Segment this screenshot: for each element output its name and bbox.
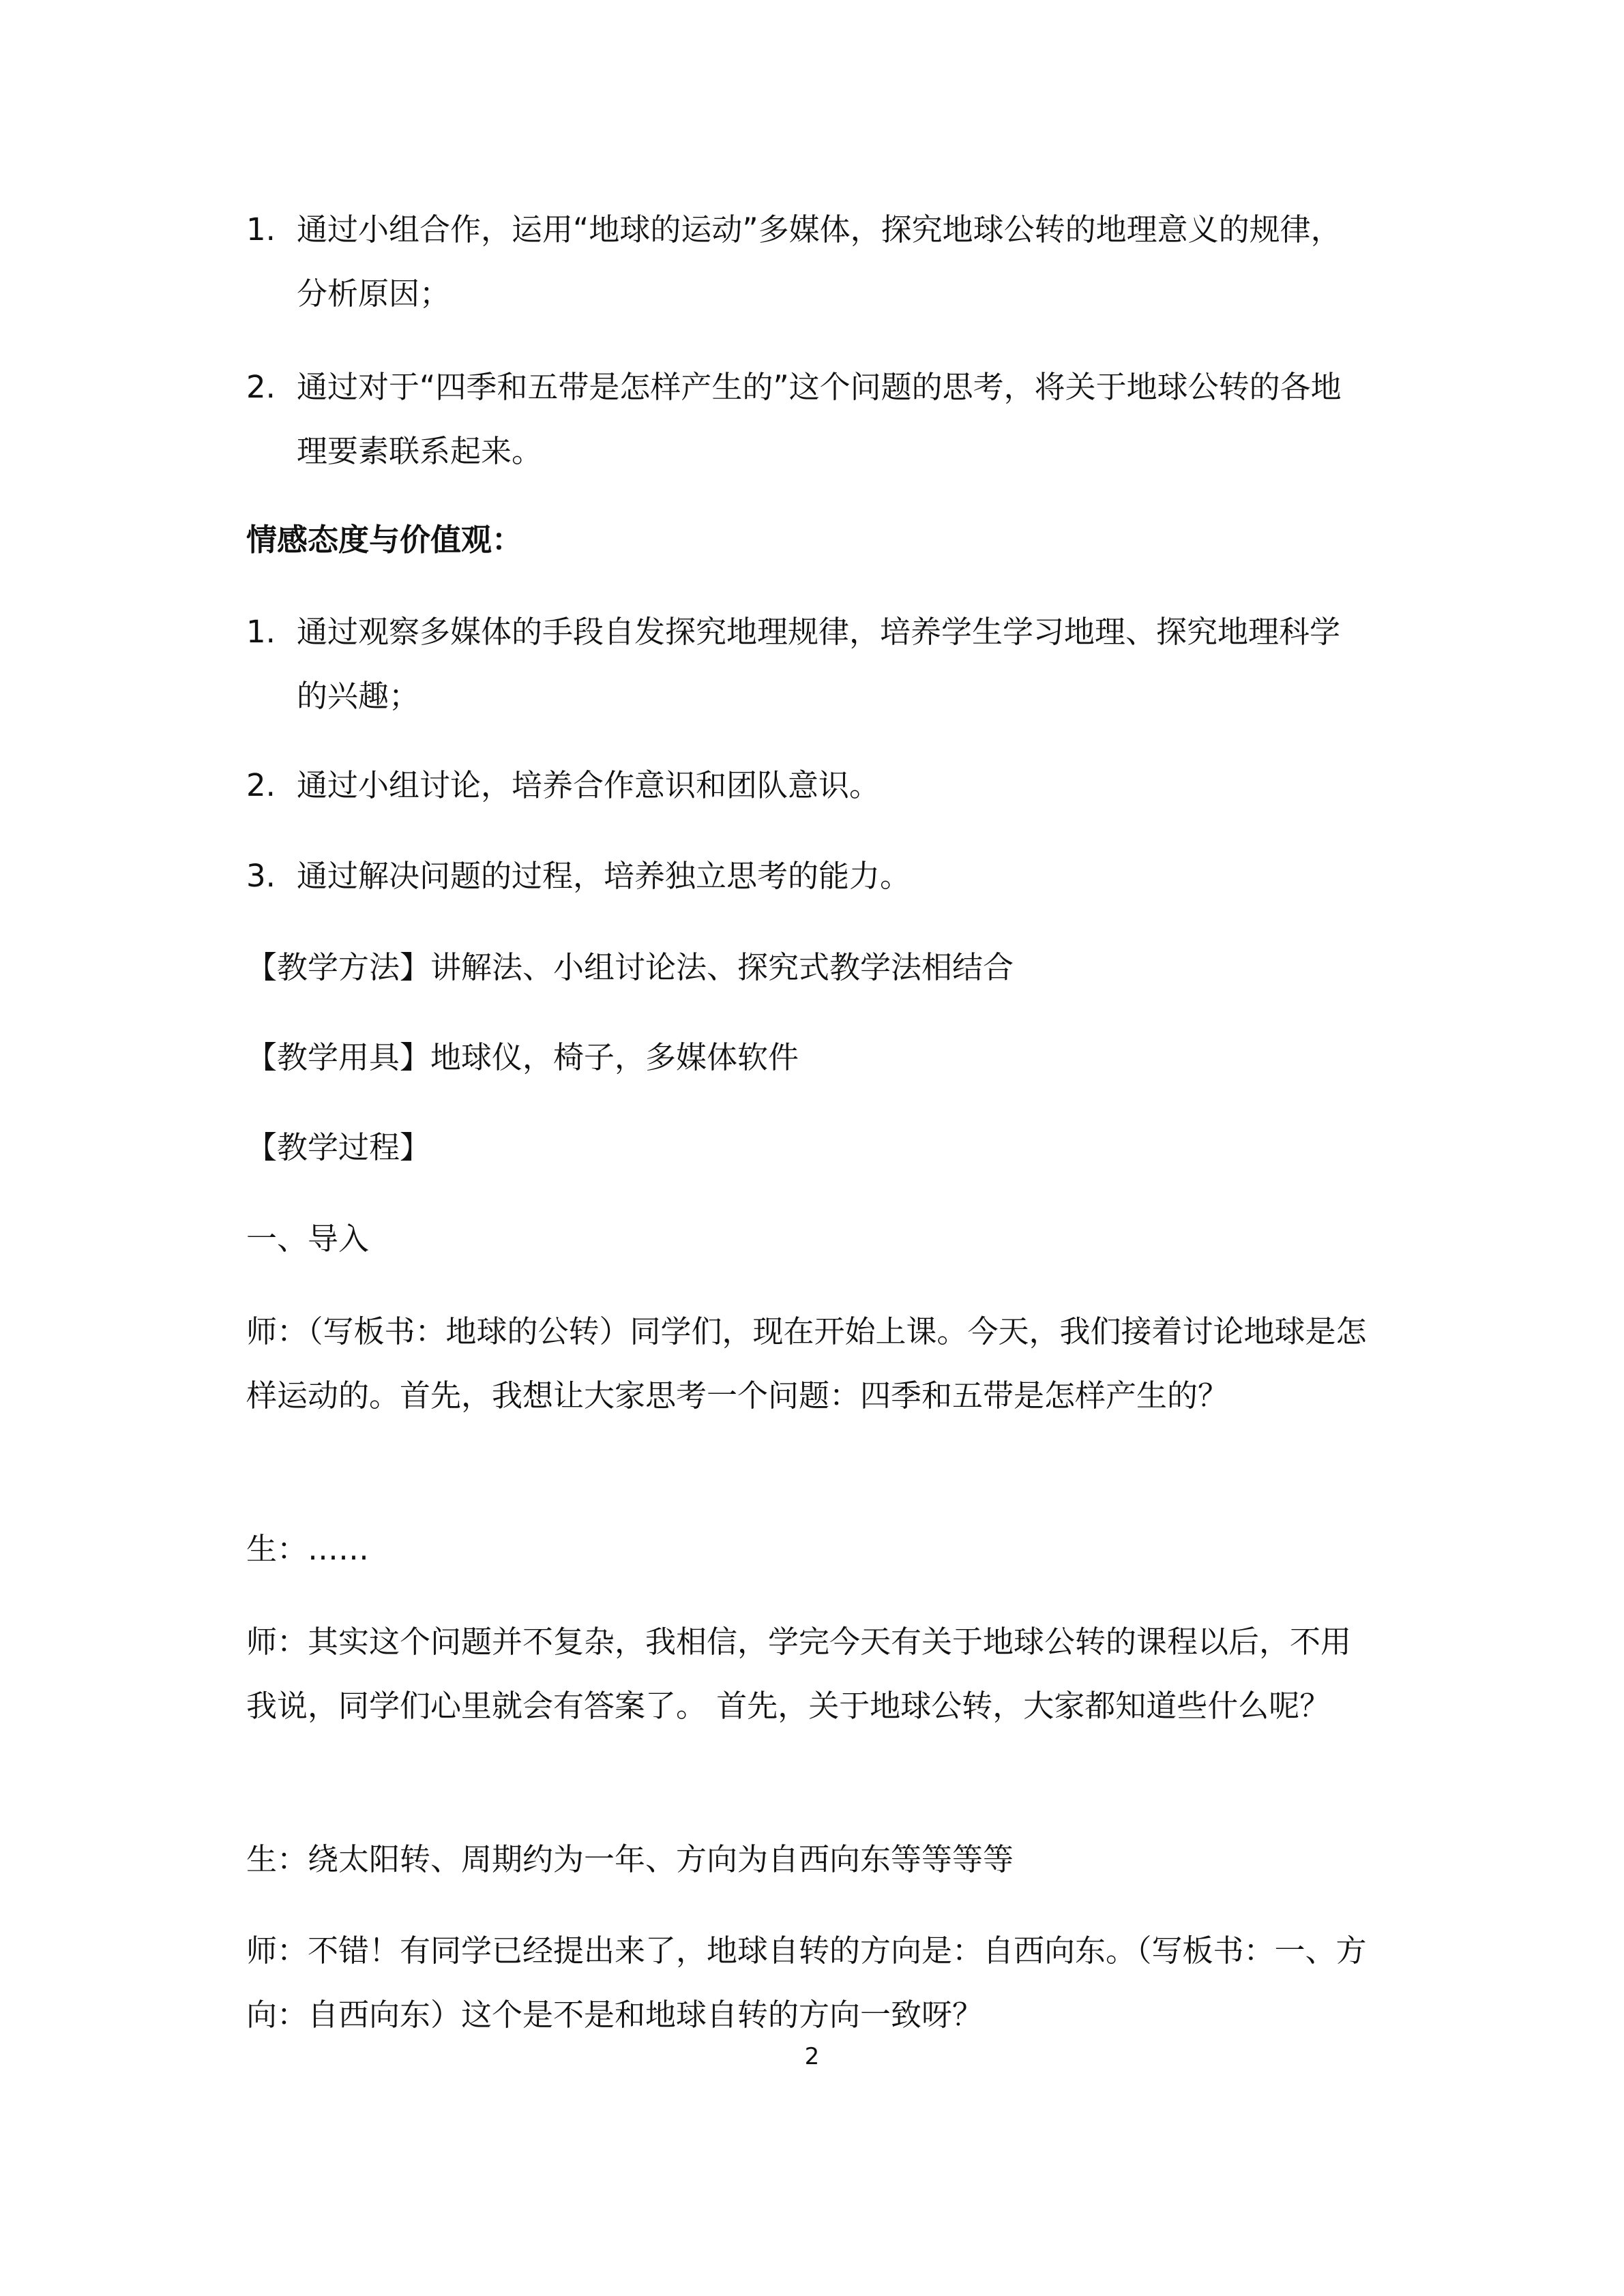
page-number: 2 bbox=[804, 2043, 820, 2070]
teaching-tools: 【教学用具】地球仪，椅子，多媒体软件 bbox=[246, 1039, 799, 1075]
list-item bbox=[246, 600, 1378, 728]
list-text: 通过小组合作，运用“地球的运动”多媒体，探究地球公转的地理意义的规律，分析原因； bbox=[297, 211, 1342, 312]
list-number: 1. bbox=[246, 614, 276, 650]
teaching-method: 【教学方法】讲解法、小组讨论法、探究式教学法相结合 bbox=[246, 949, 1014, 985]
list-number: 2. bbox=[246, 369, 276, 405]
section-intro-heading: 一、导入 bbox=[246, 1221, 370, 1257]
dialogue-student-2: 生：绕太阳转、周期约为一年、方向为自西向东等等等等 bbox=[246, 1841, 1014, 1877]
list-item bbox=[246, 355, 1378, 483]
list-item bbox=[246, 844, 1378, 908]
list-number: 1. bbox=[246, 211, 276, 248]
dialogue-student-1: 生：…… bbox=[246, 1531, 370, 1567]
dialogue-teacher-1: 师：（写板书：地球的公转）同学们，现在开始上课。今天，我们接着讨论地球是怎样运动的。首先，我想让大家思考一个问题：四季和五带是怎样产生的？ bbox=[246, 1313, 1367, 1414]
list-item bbox=[246, 754, 1378, 818]
section-heading-emotion: 情感态度与价值观： bbox=[246, 522, 523, 558]
list-number: 2. bbox=[246, 767, 276, 803]
list-text: 通过小组讨论，培养合作意识和团队意识。 bbox=[297, 767, 881, 803]
teaching-process-heading: 【教学过程】 bbox=[246, 1129, 431, 1165]
list-text: 通过观察多媒体的手段自发探究地理规律，培养学生学习地理、探究地理科学的兴趣； bbox=[297, 614, 1341, 714]
list-number: 3. bbox=[246, 858, 276, 894]
list-text: 通过对于“四季和五带是怎样产生的”这个问题的思考，将关于地球公转的各地理要素联系起来。 bbox=[297, 369, 1342, 469]
dialogue-teacher-2: 师：其实这个问题并不复杂，我相信，学完今天有关于地球公转的课程以后，不用我说，同学们心里就会有答案了。 首先，关于地球公转，大家都知道些什么呢？ bbox=[246, 1624, 1352, 1724]
list-item bbox=[246, 198, 1378, 326]
dialogue-teacher-3: 师：不错！有同学已经提出来了，地球自转的方向是：自西向东。（写板书：一、方向：自西向东）这个是不是和地球自转的方向一致呀？ bbox=[246, 1933, 1367, 2033]
list-text: 通过解决问题的过程，培养独立思考的能力。 bbox=[297, 858, 911, 894]
